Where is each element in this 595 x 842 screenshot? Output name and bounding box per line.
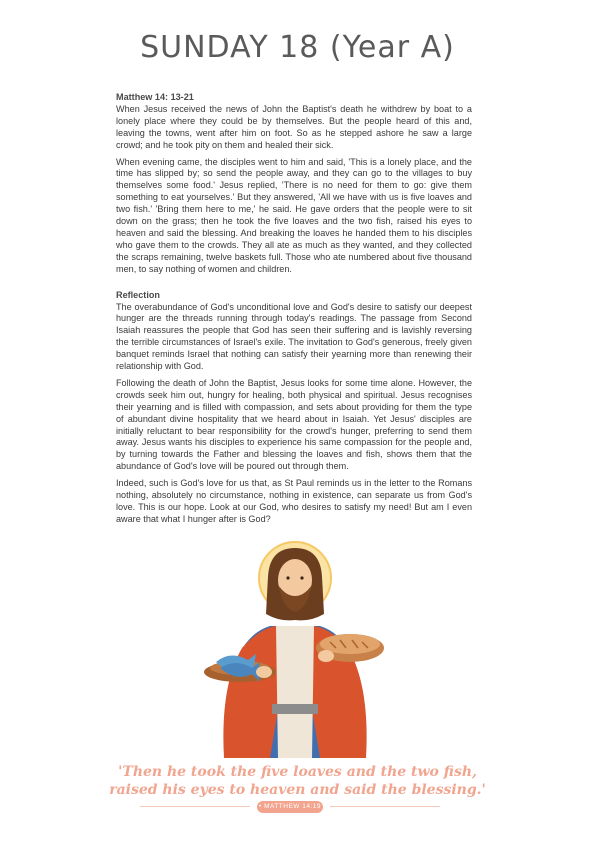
quote-line-1: 'Then he took the five loaves and the two fish, [118, 764, 477, 780]
reflection-heading: Reflection [116, 289, 160, 300]
content-column [116, 92, 472, 531]
scripture-reference-badge: • MATTHEW 14:19 • [258, 803, 322, 822]
divider-right [330, 806, 440, 807]
reflection-paragraph: Following the death of John the Baptist, Jesus looks for some time alone. However, the crowds seek him out, hungry for healing, both physical and spiritual. Jesus recognises their yearning and is filled with compassion, and sets about providing for them the type of abundant divine hospitality that we heard about in Isaiah. Yet Jesus' disciples are initially reluctant to bear responsibility for the crowd's hunger, preferring to send them away. Jesus wants his disciples to experience his same compassion for the people and, by turning towards the Father and blessing the loaves and fish, shows them that the abundance of God's love will be poured out through them. [116, 377, 472, 472]
divider-left [140, 806, 250, 807]
gospel-paragraph: When Jesus received the news of John the Baptist's death he withdrew by boat to a lonely place where they could be by themselves. But the people heard of this and, leaving the towns, went after him on foot. So as he stepped ashore he saw a large crowd; and he took pity on them and healed their sick. [116, 103, 472, 150]
reflection-paragraph: Indeed, such is God's love for us that, as St Paul reminds us in the letter to the Romans nothing, absolutely no circumstance, nothing in existence, can separate us from God's love. This is our hope. Look at our God, who desires to satisfy my need! But am I even aware that what I hunger after is God? [116, 478, 472, 524]
gospel-heading: Matthew 14: 13-21 [116, 92, 194, 102]
gospel-paragraph: When evening came, the disciples went to him and said, 'This is a lonely place, and the time has slipped by; so send the people away, and they can go to the villages to buy themselves some food.' Jesus replied, 'There is no need for them to go: give them something to eat yourselves.' But they answered, 'All we have with us is five loaves and two fish.' 'Bring them here to me,' he said. He gave orders that the people were to sit down on the grass; then he took the five loaves and the two fish, raised his eyes to heaven and said the blessing. And breaking the loaves he handed them to his disciples who gave them to the crowds. They all ate as much as they wanted, and they collected the scraps remaining, twelve baskets full. Those who ate numbered about five thousand men, to say nothing of women and children. [116, 156, 472, 274]
jesus-illustration [190, 536, 400, 758]
reflection-paragraph: The overabundance of God's unconditional love and God's desire to satisfy our deepest hunger are the threads running through today's readings. The passage from Second Isaiah reassures the people that God has seen their suffering and is lavishly reversing the terrible circumstances of Israel's exile. The invitation to God's generous, freely given banquet reminds Israel that nothing can satisfy their yearning more than renewing their relationship with God. [116, 301, 472, 372]
page-title: SUNDAY 18 (Year A) [140, 30, 455, 65]
quote-line-2: raised his eyes to heaven and said the blessing.' [109, 782, 486, 798]
